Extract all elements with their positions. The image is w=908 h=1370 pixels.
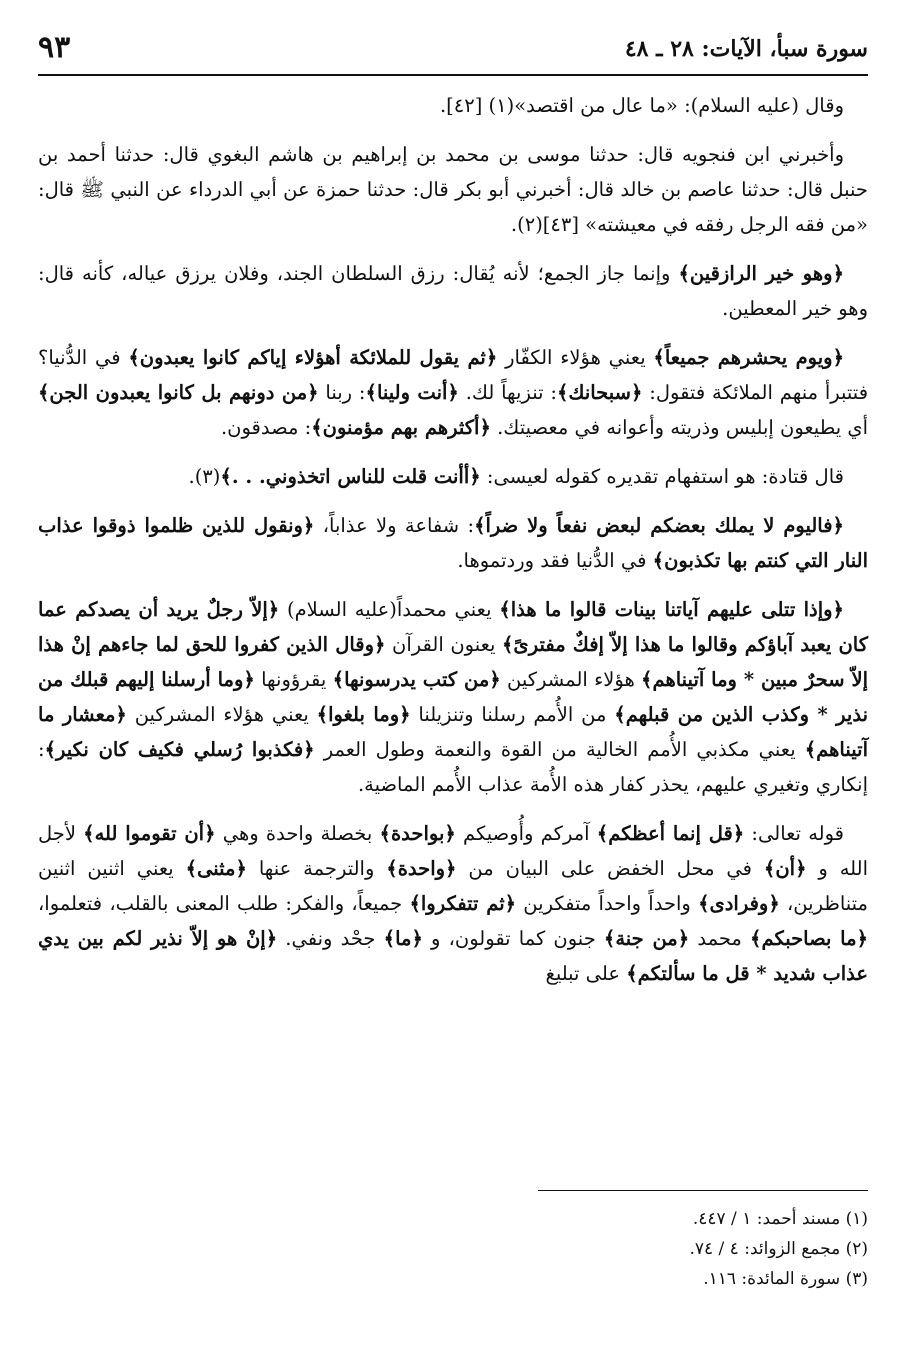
running-header xyxy=(38,22,868,76)
text-run: : إنكاري وتغيري عليهم، يحذر كفار هذه الأُمة عذاب الأُمم الماضية. xyxy=(38,738,868,796)
text-run: . xyxy=(188,465,195,488)
quran-quote: ﴿وقال الذين كفروا للحق لما جاءهم إنْ هذا إلاّ سحرٌ مبين * وما آتيناهم﴾ xyxy=(38,633,868,691)
quran-quote: ﴿إنْ هو إلاّ نذير لكم بين يدي عذاب شديد * قل ما سألتكم﴾ xyxy=(38,927,868,985)
header-title: سورة سبأ، الآيات: ٢٨ ـ ٤٨ xyxy=(624,36,868,62)
text-run: يعنون القرآن xyxy=(385,633,502,656)
text-run: في الدُّنيا فقد وردتموها. xyxy=(457,549,653,572)
text-run: جنون كما تقولون، و xyxy=(422,927,604,950)
quran-quote: ﴿أنت ولينا﴾ xyxy=(365,381,459,404)
quran-quote: ﴿معشار ما آتيناهم﴾ xyxy=(38,703,868,761)
footnote: (٣) سورة المائدة: ١١٦. xyxy=(703,1269,868,1289)
quran-quote: ﴿فاليوم لا يملك بعضكم لبعض نفعاً ولا ضراً﴾ xyxy=(474,514,844,537)
quran-quote: ﴿ونقول للذين ظلموا ذوقوا عذاب النار التي كنتم بها تكذبون﴾ xyxy=(38,514,868,572)
text-run: هؤلاء المشركين xyxy=(500,668,642,691)
paragraph xyxy=(38,459,868,494)
text-run: من الأُمم رسلنا وتنزيلنا xyxy=(410,703,615,726)
quran-quote: ﴿أكثرهم بهم مؤمنون﴾ xyxy=(311,416,491,439)
text-run: يعني هؤلاء المشركين xyxy=(126,703,317,726)
quran-quote: ﴿ثم يقول للملائكة أهؤلاء إياكم كانوا يعبدون﴾ xyxy=(128,346,498,369)
text-run: يعني محمداً(عليه السلام) xyxy=(279,598,500,621)
quran-quote: ﴿إلاّ رجلٌ يريد أن يصدكم عما كان يعبد آباؤكم وقالوا ما هذا إلاّ إفكٌ مفترىً﴾ xyxy=(38,598,868,656)
quran-quote: ﴿وما أرسلنا إليهم قبلك من نذير * وكذب الذين من قبلهم﴾ xyxy=(38,668,868,726)
quran-quote: ﴿ويوم يحشرهم جميعاً﴾ xyxy=(653,346,844,369)
text-run: يعني اثنين اثنين متناظرين، xyxy=(38,857,869,915)
text-run: جميعاً، والفكر: طلب المعنى بالقلب، فتعلموا، xyxy=(38,892,410,915)
quran-quote: ﴿وفرادى﴾ xyxy=(698,892,780,915)
paragraph xyxy=(38,340,868,445)
text-run: وقال (عليه السلام): «ما عال من اقتصد» xyxy=(514,94,844,117)
text-run: محمد xyxy=(689,927,751,950)
text-run: أي يطيعون إبليس وذريته وأعوانه في معصيتك. xyxy=(490,416,868,439)
text-run: : شفاعة ولا عذاباً، xyxy=(314,514,475,537)
text-run: والترجمة عنها xyxy=(246,857,387,880)
quran-quote: ﴿فكذبوا رُسلي فكيف كان نكير﴾ xyxy=(44,738,315,761)
text-run: يقرؤونها xyxy=(254,668,333,691)
text-run: (٢) xyxy=(517,213,543,236)
text-run: واحداً واحداً متفكرين xyxy=(516,892,699,915)
text-run: (٣) xyxy=(194,465,221,488)
quran-quote: ﴿من دونهم بل كانوا يعبدون الجن﴾ xyxy=(38,381,319,404)
body-text xyxy=(38,88,868,1005)
text-run: يعني مكذبي الأُمم الخالية من القوة والنعمة وطول العمر xyxy=(314,738,805,761)
paragraph xyxy=(38,816,868,991)
paragraph xyxy=(38,88,868,123)
quran-quote: ﴿وما بلغوا﴾ xyxy=(316,703,411,726)
paragraph xyxy=(38,137,868,242)
quran-quote: ﴿أأنت قلت للناس اتخذوني. . .﴾ xyxy=(220,465,481,488)
text-run: يعني هؤلاء الكفّار xyxy=(497,346,654,369)
paragraph xyxy=(38,256,868,326)
text-run: . xyxy=(510,213,518,236)
text-run: بخصلة واحدة وهي xyxy=(215,822,380,845)
quran-quote: ﴿واحدة﴾ xyxy=(386,857,457,880)
text-run: آمركم وأُوصيكم xyxy=(455,822,597,845)
text-run: قوله تعالى: xyxy=(744,822,844,845)
text-run: لأجل الله و xyxy=(38,822,868,880)
quran-quote: ﴿أن﴾ xyxy=(763,857,807,880)
quran-quote: ﴿مثنى﴾ xyxy=(185,857,247,880)
text-run: جحْد ونفي. xyxy=(277,927,384,950)
text-run: وأخبرني ابن فنجويه قال: حدثنا موسى بن محمد بن إبراهيم بن هاشم البغوي قال: حدثنا أحمد بن حنبل قال: حدثنا عاصم بن خالد قال: أخبرني أبو بكر قال: حدثنا حمزة عن أبي الدرداء عن النبي ﷺ قال: «من فقه الرجل رفقه في معيشته» [٤٣] xyxy=(38,143,868,236)
footnote-separator xyxy=(538,1190,868,1191)
footnotes xyxy=(300,1204,868,1294)
paragraph xyxy=(38,592,868,802)
quran-quote: ﴿وإذا تتلى عليهم آياتنا بينات قالوا ما هذا﴾ xyxy=(499,598,844,621)
quran-quote: ﴿سبحانك﴾ xyxy=(556,381,643,404)
page-number: ٩٣ xyxy=(38,30,71,65)
quran-quote: ﴿ثم تتفكروا﴾ xyxy=(409,892,517,915)
quran-quote: ﴿من كتب يدرسونها﴾ xyxy=(332,668,501,691)
text-run: : تنزيهاً لك. xyxy=(458,381,557,404)
quran-quote: ﴿بواحدة﴾ xyxy=(379,822,456,845)
quran-quote: ﴿أن تقوموا لله﴾ xyxy=(83,822,216,845)
quran-quote: ﴿من جنة﴾ xyxy=(603,927,690,950)
quran-quote: ﴿ما﴾ xyxy=(383,927,423,950)
paragraph xyxy=(38,508,868,578)
footnote: (١) مسند أحمد: ١ / ٤٤٧. xyxy=(692,1209,868,1229)
text-run: في الدُّنيا؟ فتتبرأ منهم الملائكة فتقول: xyxy=(38,346,869,404)
text-run: : مصدقون. xyxy=(220,416,312,439)
quran-quote: ﴿ما بصاحبكم﴾ xyxy=(750,927,868,950)
text-run: (١) xyxy=(488,94,515,117)
text-run: : ربنا xyxy=(318,381,366,404)
text-run: على تبليغ xyxy=(545,962,627,985)
text-run: في محل الخفض على البيان من xyxy=(456,857,764,880)
text-run: [٤٢]. xyxy=(439,94,489,117)
text-run: وإنما جاز الجمع؛ لأنه يُقال: رزق السلطان الجند، وفلان يرزق عياله، كأنه قال: وهو خير المعطين. xyxy=(38,262,868,320)
footnote: (٢) مجمع الزوائد: ٤ / ٧٤. xyxy=(689,1239,868,1259)
quran-quote: ﴿وهو خير الرازقين﴾ xyxy=(678,262,845,285)
quran-quote: ﴿قل إنما أعظكم﴾ xyxy=(596,822,745,845)
text-run: قال قتادة: هو استفهام تقديره كقوله لعيسى: xyxy=(480,465,844,488)
